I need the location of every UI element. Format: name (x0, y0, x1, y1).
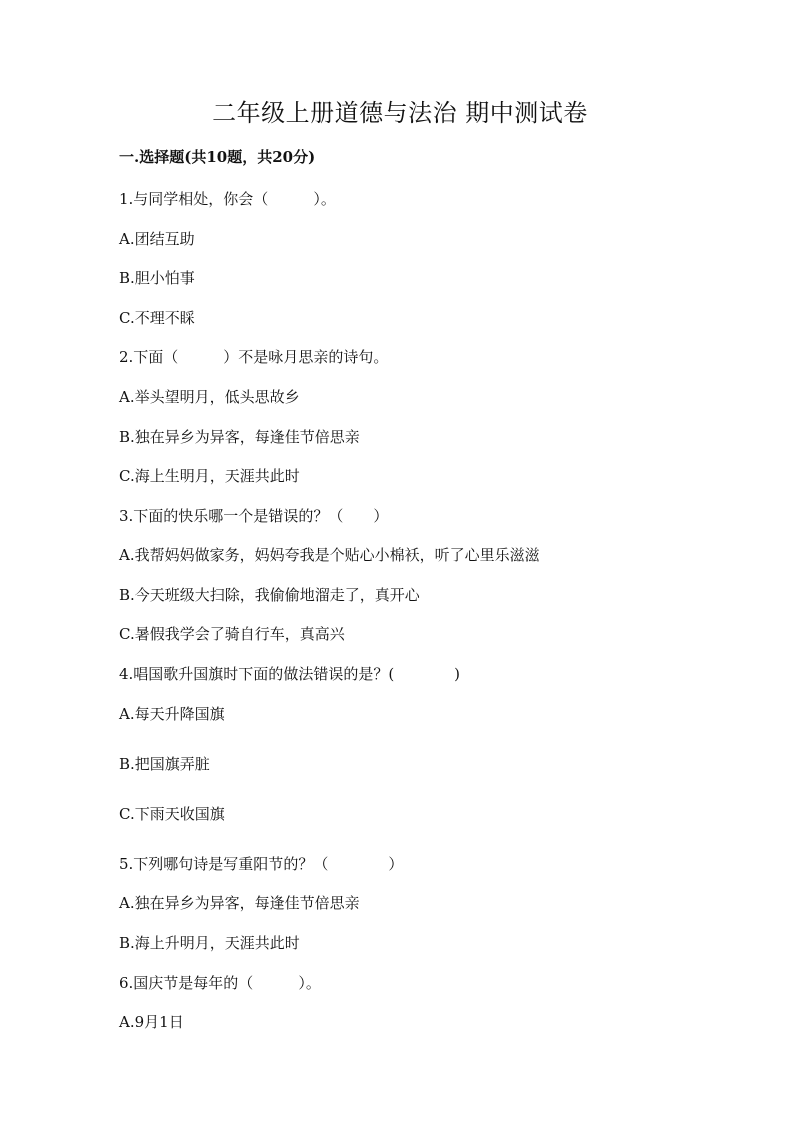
question-option: B.把国旗弄脏 (119, 755, 210, 773)
question-option: C.海上生明月，天涯共此时 (119, 467, 300, 485)
question-stem: 6.国庆节是每年的（ ）。 (119, 974, 321, 992)
question-stem: 5.下列哪句诗是写重阳节的？（ ） (119, 855, 404, 873)
question-option: A.独在异乡为异客，每逢佳节倍思亲 (119, 894, 360, 912)
question-stem: 4.唱国歌升国旗时下面的做法错误的是？( ) (119, 665, 461, 683)
question-option: B.胆小怕事 (119, 269, 195, 287)
question-option: B.今天班级大扫除，我偷偷地溜走了，真开心 (119, 586, 420, 604)
question-option: A.团结互助 (119, 230, 195, 248)
question-stem: 3.下面的快乐哪一个是错误的？（ ） (119, 507, 389, 525)
question-option: A.每天升降国旗 (119, 705, 225, 723)
section-heading: 一.选择题(共10题，共20分) (119, 148, 316, 166)
question-option: C.暑假我学会了骑自行车，真高兴 (119, 625, 345, 643)
question-stem: 2.下面（ ）不是咏月思亲的诗句。 (119, 348, 389, 366)
question-option: B.海上升明月，天涯共此时 (119, 934, 300, 952)
question-option: A.我帮妈妈做家务，妈妈夸我是个贴心小棉袄，听了心里乐滋滋 (119, 546, 540, 564)
question-option: A.举头望明月，低头思故乡 (119, 388, 300, 406)
question-option: C.下雨天收国旗 (119, 805, 225, 823)
page-title: 二年级上册道德与法治 期中测试卷 (212, 99, 588, 127)
question-option: C.不理不睬 (119, 309, 195, 327)
question-option: B.独在异乡为异客，每逢佳节倍思亲 (119, 428, 360, 446)
question-option: A.9月1日 (119, 1013, 184, 1031)
question-stem: 1.与同学相处，你会（ ）。 (119, 190, 336, 208)
